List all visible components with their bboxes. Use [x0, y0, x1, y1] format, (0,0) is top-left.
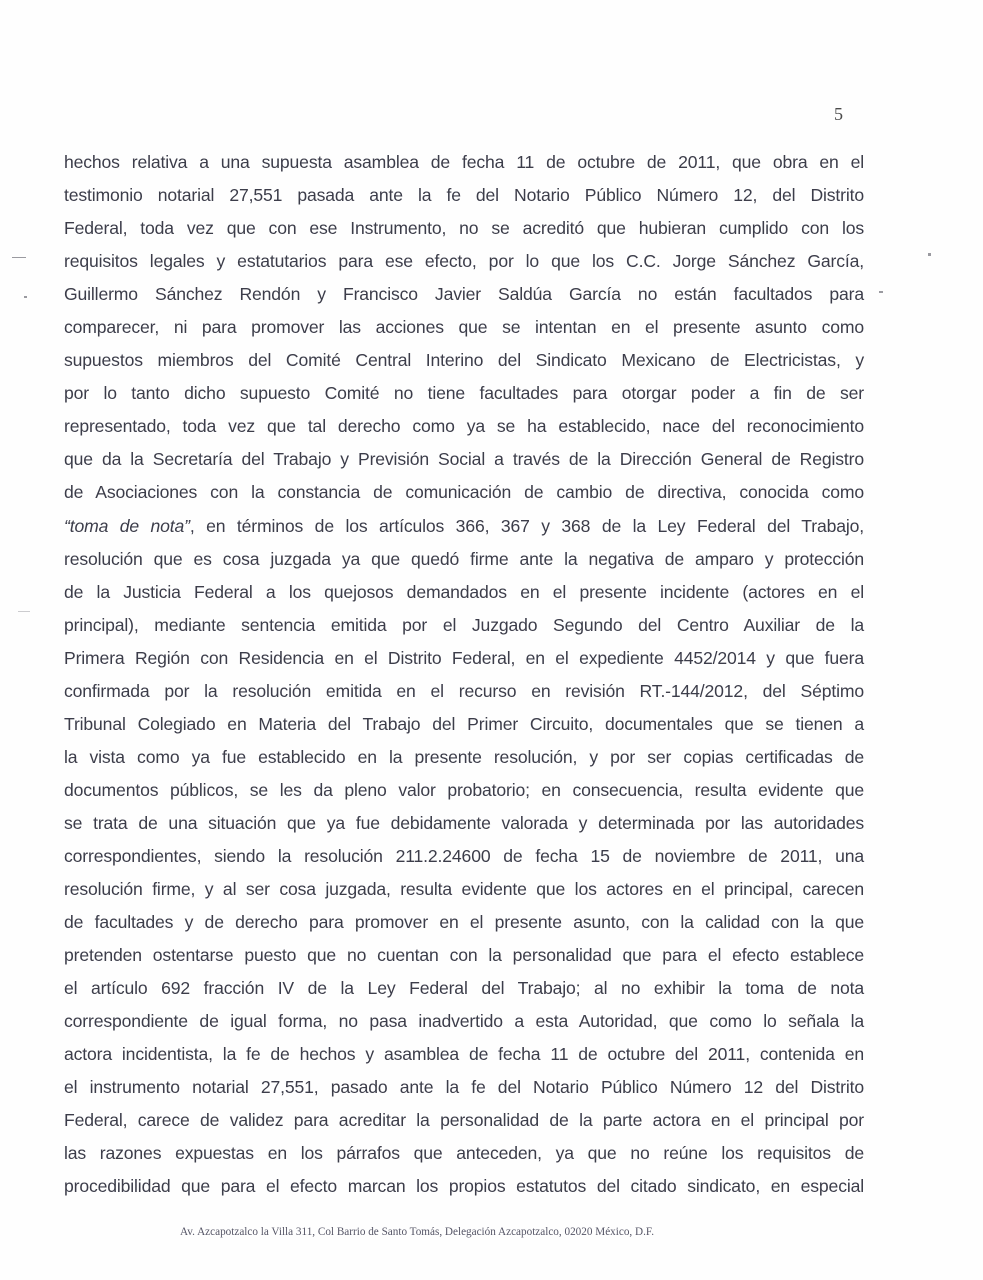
- body-text: [64, 146, 864, 1204]
- footer-address: Av. Azcapotzalco la Villa 311, Col Barrio de Santo Tomás, Delegación Azcapotzalco, 02020 México, D.F.: [180, 1226, 655, 1238]
- text-line: comparecer, ni para promover las acciones que se intentan en el presente asunto como: [64, 317, 864, 338]
- text-line: se trata de una situación que ya fue debidamente valorada y determinada por las autoridades: [64, 812, 864, 833]
- text-line: el instrumento notarial 27,551, pasado ante la fe del Notario Público Número 12 del Distrito: [64, 1077, 864, 1098]
- text-line: requisitos legales y estatutarios para ese efecto, por lo que los C.C. Jorge Sánchez García,: [64, 251, 864, 272]
- text-line: Federal, toda vez que con ese Instrumento, no se acreditó que hubieran cumplido con los: [64, 218, 864, 239]
- scan-mark: [24, 296, 27, 298]
- text-line: por lo tanto dicho supuesto Comité no tiene facultades para otorgar poder a fin de ser: [64, 383, 864, 404]
- text-line: que da la Secretaría del Trabajo y Previsión Social a través de la Dirección General de Registro: [64, 449, 864, 470]
- text-line: representado, toda vez que tal derecho como ya se ha establecido, nace del reconocimiento: [64, 416, 864, 437]
- text-line: principal), mediante sentencia emitida por el Juzgado Segundo del Centro Auxiliar de la: [64, 614, 864, 635]
- text-line: de facultades y de derecho para promover en el presente asunto, con la calidad con la que: [64, 912, 864, 933]
- scan-mark: [12, 257, 26, 258]
- text-line: Guillermo Sánchez Rendón y Francisco Javier Saldúa García no están facultados para: [64, 284, 864, 305]
- text-line: procedibilidad que para el efecto marcan los propios estatutos del citado sindicato, en especial: [64, 1176, 864, 1197]
- text-line: pretenden ostentarse puesto que no cuentan con la personalidad que para el efecto establece: [64, 945, 864, 966]
- scan-mark: [18, 611, 30, 612]
- text-line: Tribunal Colegiado en Materia del Trabajo del Primer Circuito, documentales que se tienen a: [64, 713, 864, 734]
- text-line: resolución firme, y al ser cosa juzgada, resulta evidente que los actores en el principal, carecen: [64, 879, 864, 900]
- scan-mark: [879, 291, 883, 293]
- text-line-rest: , en términos de los artículos 366, 367 y 368 de la Ley Federal del Trabajo,: [189, 515, 864, 536]
- text-line: confirmada por la resolución emitida en el recurso en revisión RT.-144/2012, del Séptimo: [64, 680, 864, 701]
- text-line: el artículo 692 fracción IV de la Ley Federal del Trabajo; al no exhibir la toma de nota: [64, 978, 864, 999]
- text-line: de la Justicia Federal a los quejosos demandados en el presente incidente (actores en el: [64, 581, 864, 602]
- text-line: documentos públicos, se les da pleno valor probatorio; en consecuencia, resulta evidente que: [64, 779, 864, 800]
- text-line: resolución que es cosa juzgada ya que quedó firme ante la negativa de amparo y protección: [64, 548, 864, 569]
- text-line: Primera Región con Residencia en el Distrito Federal, en el expediente 4452/2014 y que fuera: [64, 647, 864, 668]
- italic-term: “toma de nota”: [64, 515, 190, 536]
- text-line: correspondientes, siendo la resolución 211.2.24600 de fecha 15 de noviembre de 2011, una: [64, 845, 864, 866]
- text-line: supuestos miembros del Comité Central Interino del Sindicato Mexicano de Electricistas, y: [64, 350, 864, 371]
- text-line: la vista como ya fue establecido en la presente resolución, y por ser copias certificadas de: [64, 746, 864, 767]
- text-line: de Asociaciones con la constancia de comunicación de cambio de directiva, conocida como: [64, 482, 864, 503]
- page-number: 5: [834, 104, 843, 124]
- text-line: correspondiente de igual forma, no pasa inadvertido a esta Autoridad, que como lo señala la: [64, 1011, 864, 1032]
- text-line: Federal, carece de validez para acreditar la personalidad de la parte actora en el principal por: [64, 1110, 864, 1131]
- text-line: hechos relativa a una supuesta asamblea de fecha 11 de octubre de 2011, que obra en el: [64, 152, 864, 172]
- text-line: las razones expuestas en los párrafos que anteceden, ya que no reúne los requisitos de: [64, 1143, 864, 1164]
- text-line: testimonio notarial 27,551 pasada ante la fe del Notario Público Número 12, del Distrito: [64, 185, 864, 206]
- text-line-toma-de-nota: [64, 510, 864, 543]
- scan-mark: [928, 253, 931, 256]
- text-line: actora incidentista, la fe de hechos y asamblea de fecha 11 de octubre del 2011, contenida en: [64, 1044, 864, 1065]
